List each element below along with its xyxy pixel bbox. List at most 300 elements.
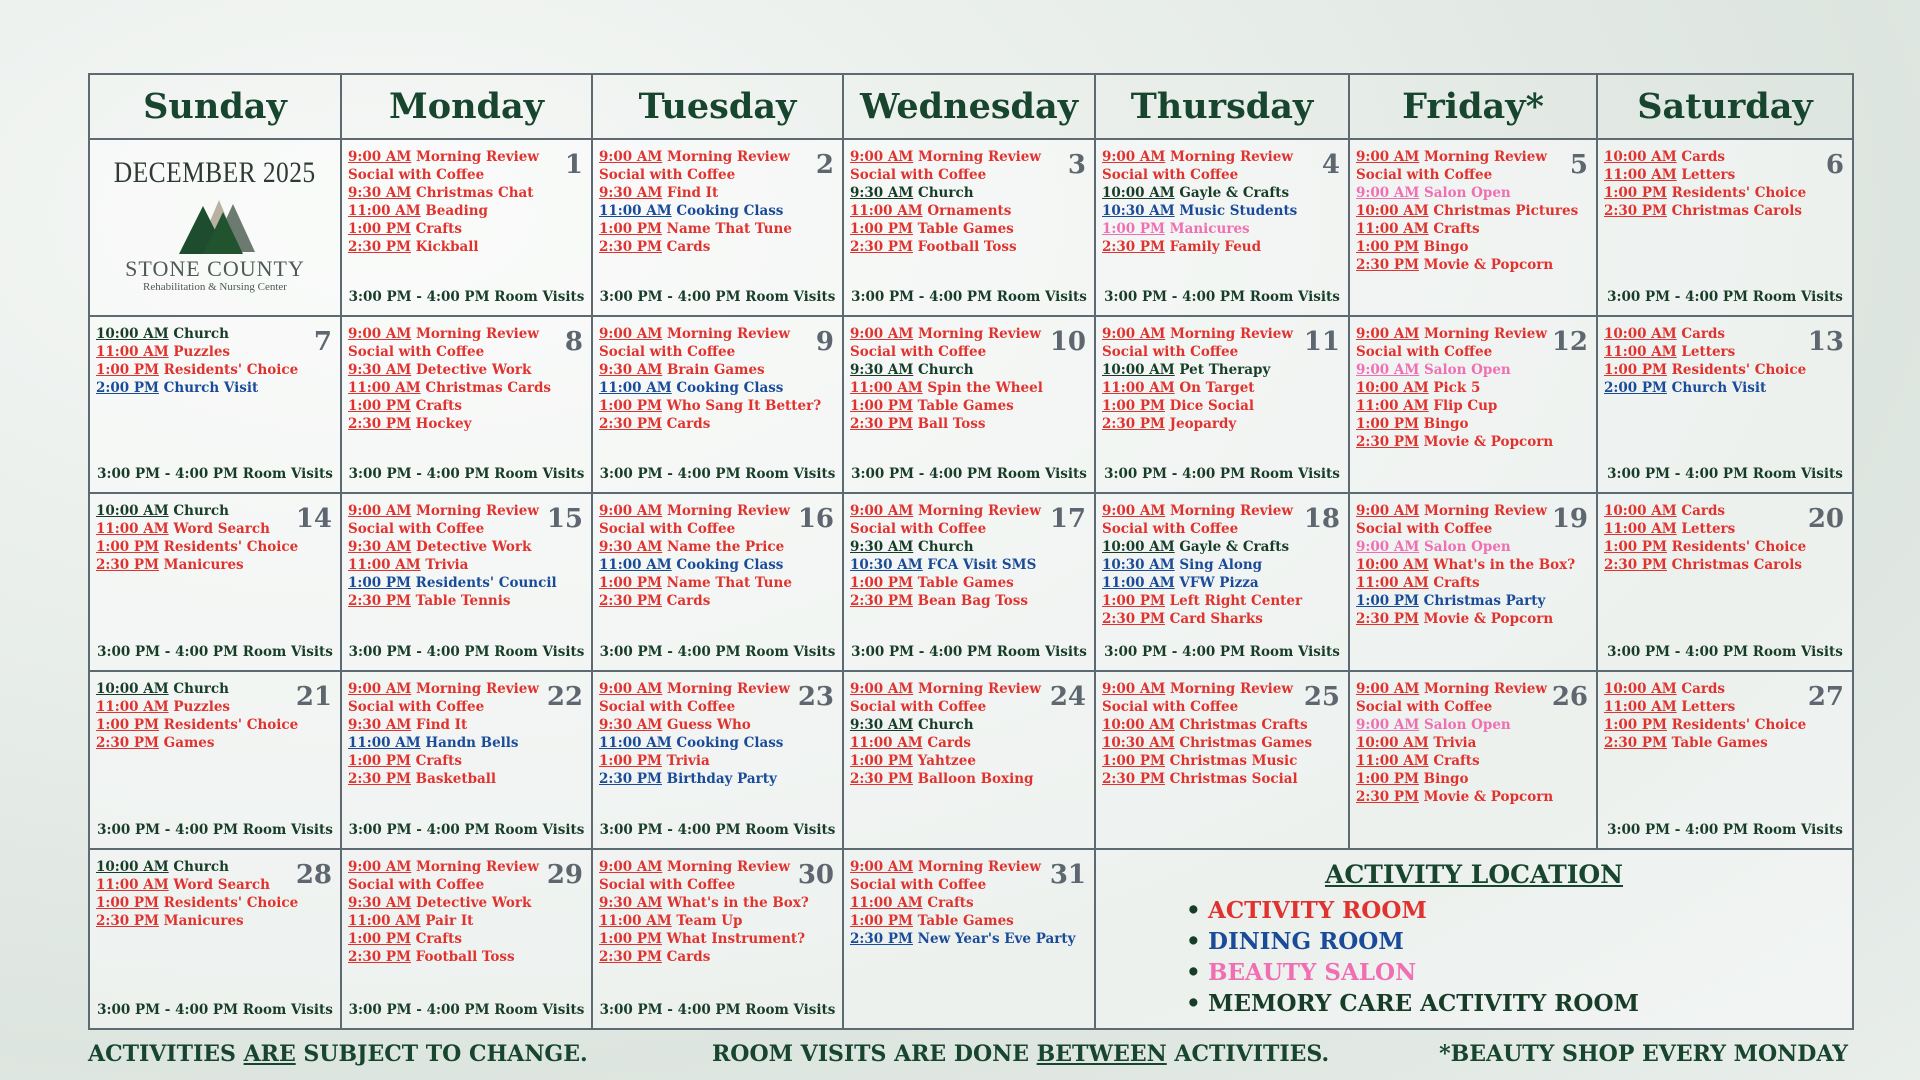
event-list bbox=[1102, 148, 1342, 256]
event-item bbox=[96, 325, 334, 343]
day-cell bbox=[342, 317, 593, 494]
event-item bbox=[348, 770, 585, 788]
event-item bbox=[348, 361, 585, 379]
event-time: 9:30 AM bbox=[348, 895, 412, 911]
event-time: 9:30 AM bbox=[348, 185, 412, 201]
event-time: 11:00 AM bbox=[599, 380, 672, 396]
event-name: Church bbox=[173, 326, 229, 342]
event-time: 10:00 AM bbox=[96, 503, 169, 519]
event-name: Social with Coffee bbox=[599, 344, 736, 360]
day-number: 25 bbox=[1303, 682, 1340, 712]
event-name: Salon Open bbox=[1423, 185, 1511, 201]
event-time: 2:30 PM bbox=[96, 557, 159, 573]
event-time: 9:30 AM bbox=[348, 717, 412, 733]
event-time: 9:00 AM bbox=[850, 149, 914, 165]
event-name: Social with Coffee bbox=[348, 699, 485, 715]
event-item bbox=[348, 912, 585, 930]
event-item bbox=[1102, 166, 1342, 184]
event-item bbox=[348, 238, 585, 256]
event-time: 11:00 AM bbox=[348, 203, 421, 219]
event-time: 9:00 AM bbox=[1102, 149, 1166, 165]
event-name: Morning Review bbox=[415, 503, 539, 519]
event-name: Ball Toss bbox=[917, 416, 986, 432]
event-name: Trivia bbox=[425, 557, 469, 573]
event-time: 10:00 AM bbox=[1102, 717, 1175, 733]
event-name: Salon Open bbox=[1423, 362, 1511, 378]
room-visits: 3:00 PM - 4:00 PM Room Visits bbox=[1104, 644, 1340, 660]
event-name: Table Tennis bbox=[415, 593, 511, 609]
event-time: 9:00 AM bbox=[1356, 503, 1420, 519]
event-list bbox=[348, 325, 585, 433]
event-time: 11:00 AM bbox=[850, 895, 923, 911]
event-time: 9:30 AM bbox=[348, 539, 412, 555]
event-list bbox=[96, 325, 334, 397]
event-item bbox=[1604, 556, 1846, 574]
event-time: 9:30 AM bbox=[599, 895, 663, 911]
event-item bbox=[1102, 361, 1342, 379]
event-time: 10:00 AM bbox=[96, 859, 169, 875]
event-name: Cards bbox=[666, 593, 711, 609]
event-time: 11:00 AM bbox=[96, 877, 169, 893]
room-visits: 3:00 PM - 4:00 PM Room Visits bbox=[1607, 466, 1843, 482]
event-time: 10:00 AM bbox=[1604, 681, 1677, 697]
room-visits: 3:00 PM - 4:00 PM Room Visits bbox=[97, 1002, 333, 1018]
event-name: Bingo bbox=[1423, 416, 1469, 432]
event-time: 11:00 AM bbox=[599, 913, 672, 929]
event-time: 2:30 PM bbox=[348, 593, 411, 609]
event-time: 2:30 PM bbox=[850, 931, 913, 947]
day-header-wednesday: Wednesday bbox=[844, 75, 1096, 140]
event-name: Music Students bbox=[1179, 203, 1298, 219]
day-number: 27 bbox=[1807, 682, 1844, 712]
event-item bbox=[599, 894, 836, 912]
event-name: Church bbox=[917, 717, 974, 733]
event-time: 10:00 AM bbox=[1604, 503, 1677, 519]
event-time: 10:00 AM bbox=[1356, 557, 1429, 573]
event-time: 2:30 PM bbox=[1604, 203, 1667, 219]
event-time: 10:30 AM bbox=[1102, 203, 1175, 219]
event-item bbox=[1604, 148, 1846, 166]
event-time: 10:00 AM bbox=[1102, 185, 1175, 201]
event-name: Gayle & Crafts bbox=[1179, 539, 1290, 555]
event-item bbox=[348, 148, 585, 166]
event-time: 9:00 AM bbox=[1356, 681, 1420, 697]
event-item bbox=[1356, 148, 1590, 166]
event-item bbox=[1102, 148, 1342, 166]
event-name: Residents' Choice bbox=[163, 362, 299, 378]
event-time: 1:00 PM bbox=[1604, 185, 1667, 201]
event-name: Bingo bbox=[1423, 771, 1469, 787]
event-time: 2:30 PM bbox=[1356, 611, 1419, 627]
event-time: 9:00 AM bbox=[348, 681, 412, 697]
event-name: Christmas Cards bbox=[425, 380, 552, 396]
event-item bbox=[1356, 166, 1590, 184]
event-item bbox=[348, 930, 585, 948]
day-number: 19 bbox=[1551, 504, 1588, 534]
event-time: 10:00 AM bbox=[1604, 326, 1677, 342]
event-time: 1:00 PM bbox=[96, 895, 159, 911]
event-time: 2:30 PM bbox=[348, 239, 411, 255]
day-number: 18 bbox=[1303, 504, 1340, 534]
event-item bbox=[1356, 433, 1590, 451]
event-time: 1:00 PM bbox=[1604, 362, 1667, 378]
event-time: 11:00 AM bbox=[1356, 221, 1429, 237]
day-number: 28 bbox=[295, 860, 332, 890]
event-name: FCA Visit SMS bbox=[927, 557, 1037, 573]
event-item bbox=[1356, 734, 1590, 752]
event-item bbox=[348, 184, 585, 202]
room-visits: 3:00 PM - 4:00 PM Room Visits bbox=[599, 822, 836, 838]
day-cell bbox=[844, 140, 1096, 317]
event-time: 2:30 PM bbox=[1604, 735, 1667, 751]
event-time: 9:00 AM bbox=[850, 859, 914, 875]
event-time: 9:00 AM bbox=[348, 503, 412, 519]
event-time: 2:30 PM bbox=[1356, 789, 1419, 805]
day-number: 29 bbox=[546, 860, 583, 890]
day-cell bbox=[342, 672, 593, 850]
event-name: Residents' Choice bbox=[1671, 539, 1807, 555]
day-cell bbox=[593, 140, 844, 317]
calendar-grid bbox=[88, 73, 1854, 1030]
event-name: Find It bbox=[415, 717, 468, 733]
event-time: 9:00 AM bbox=[1356, 539, 1420, 555]
event-time: 10:00 AM bbox=[1102, 539, 1175, 555]
event-time: 2:00 PM bbox=[96, 380, 159, 396]
event-name: Cards bbox=[1681, 149, 1726, 165]
event-time: 1:00 PM bbox=[1102, 593, 1165, 609]
event-item bbox=[1604, 202, 1846, 220]
event-time: 2:30 PM bbox=[599, 239, 662, 255]
event-item bbox=[599, 202, 836, 220]
event-item bbox=[1356, 574, 1590, 592]
event-name: Trivia bbox=[666, 753, 710, 769]
event-time: 2:30 PM bbox=[1356, 257, 1419, 273]
event-name: Spin the Wheel bbox=[927, 380, 1043, 396]
day-number: 16 bbox=[797, 504, 834, 534]
event-time: 2:30 PM bbox=[599, 416, 662, 432]
event-name: Residents' Council bbox=[415, 575, 557, 591]
event-item bbox=[96, 734, 334, 752]
event-name: Movie & Popcorn bbox=[1423, 789, 1554, 805]
event-item bbox=[348, 574, 585, 592]
day-header-tuesday: Tuesday bbox=[593, 75, 844, 140]
activity-location-legend bbox=[1096, 850, 1852, 1028]
event-time: 1:00 PM bbox=[348, 221, 411, 237]
event-time: 1:00 PM bbox=[96, 717, 159, 733]
event-item bbox=[599, 148, 836, 166]
room-visits: 3:00 PM - 4:00 PM Room Visits bbox=[599, 1002, 836, 1018]
event-item bbox=[599, 397, 836, 415]
event-name: Gayle & Crafts bbox=[1179, 185, 1290, 201]
event-time: 2:30 PM bbox=[348, 416, 411, 432]
event-item bbox=[850, 361, 1088, 379]
event-item bbox=[1356, 256, 1590, 274]
event-time: 1:00 PM bbox=[1102, 753, 1165, 769]
event-item bbox=[348, 325, 585, 343]
event-time: 9:30 AM bbox=[599, 362, 663, 378]
event-item bbox=[348, 894, 585, 912]
event-name: Morning Review bbox=[666, 681, 790, 697]
event-name: Flip Cup bbox=[1433, 398, 1498, 414]
day-cell bbox=[342, 140, 593, 317]
legend-title: ACTIVITY LOCATION bbox=[1324, 860, 1624, 889]
event-name: Crafts bbox=[1433, 575, 1480, 591]
event-time: 2:30 PM bbox=[1102, 416, 1165, 432]
event-time: 1:00 PM bbox=[1604, 717, 1667, 733]
event-name: Morning Review bbox=[666, 503, 790, 519]
event-name: Movie & Popcorn bbox=[1423, 434, 1554, 450]
event-item bbox=[348, 538, 585, 556]
event-name: What's in the Box? bbox=[1433, 557, 1576, 573]
event-name: Manicures bbox=[1169, 221, 1250, 237]
event-name: Church Visit bbox=[163, 380, 259, 396]
event-name: Church bbox=[173, 859, 229, 875]
event-name: Morning Review bbox=[1423, 326, 1547, 342]
event-item bbox=[850, 238, 1088, 256]
event-name: Christmas Party bbox=[1423, 593, 1546, 609]
event-name: Letters bbox=[1681, 699, 1736, 715]
day-cell bbox=[90, 850, 342, 1028]
event-name: Cards bbox=[927, 735, 972, 751]
day-cell bbox=[1598, 672, 1852, 850]
logo-cell bbox=[90, 140, 342, 317]
event-name: Morning Review bbox=[415, 326, 539, 342]
event-name: Social with Coffee bbox=[1102, 521, 1239, 537]
event-name: Church Visit bbox=[1671, 380, 1767, 396]
event-item bbox=[850, 220, 1088, 238]
event-name: Residents' Choice bbox=[163, 895, 299, 911]
day-cell bbox=[1598, 317, 1852, 494]
event-name: Crafts bbox=[415, 931, 462, 947]
event-name: Brain Games bbox=[666, 362, 765, 378]
legend-item: • ACTIVITY ROOM bbox=[1186, 895, 1852, 926]
event-item bbox=[599, 734, 836, 752]
event-time: 10:00 AM bbox=[96, 681, 169, 697]
event-item bbox=[96, 379, 334, 397]
event-time: 1:00 PM bbox=[850, 575, 913, 591]
event-name: Crafts bbox=[1433, 753, 1480, 769]
day-cell bbox=[342, 494, 593, 672]
event-time: 9:00 AM bbox=[599, 149, 663, 165]
day-number: 5 bbox=[1569, 150, 1588, 180]
event-time: 2:30 PM bbox=[850, 593, 913, 609]
room-visits: 3:00 PM - 4:00 PM Room Visits bbox=[1104, 466, 1340, 482]
day-number: 4 bbox=[1321, 150, 1340, 180]
event-time: 1:00 PM bbox=[599, 753, 662, 769]
event-time: 9:00 AM bbox=[1356, 717, 1420, 733]
event-name: Manicures bbox=[163, 557, 244, 573]
event-name: Dice Social bbox=[1169, 398, 1254, 414]
event-time: 9:00 AM bbox=[850, 326, 914, 342]
event-item bbox=[1356, 220, 1590, 238]
event-item bbox=[599, 166, 836, 184]
event-time: 1:00 PM bbox=[850, 753, 913, 769]
day-number: 22 bbox=[546, 682, 583, 712]
event-time: 9:00 AM bbox=[348, 326, 412, 342]
event-item bbox=[348, 343, 585, 361]
event-name: Morning Review bbox=[1169, 681, 1293, 697]
event-name: Pick 5 bbox=[1433, 380, 1481, 396]
event-item bbox=[1356, 397, 1590, 415]
event-time: 1:00 PM bbox=[96, 539, 159, 555]
legend-list bbox=[1186, 895, 1852, 1019]
event-name: Find It bbox=[666, 185, 719, 201]
event-time: 2:30 PM bbox=[850, 416, 913, 432]
event-item bbox=[1102, 538, 1342, 556]
event-name: Cards bbox=[666, 949, 711, 965]
event-name: Table Games bbox=[917, 398, 1014, 414]
day-number: 24 bbox=[1049, 682, 1086, 712]
event-time: 1:00 PM bbox=[1356, 416, 1419, 432]
room-visits: 3:00 PM - 4:00 PM Room Visits bbox=[599, 466, 836, 482]
event-name: On Target bbox=[1179, 380, 1255, 396]
event-item bbox=[348, 220, 585, 238]
event-time: 2:30 PM bbox=[850, 239, 913, 255]
day-number: 31 bbox=[1049, 860, 1086, 890]
event-name: Cards bbox=[666, 239, 711, 255]
event-name: Sing Along bbox=[1179, 557, 1263, 573]
event-item bbox=[1356, 610, 1590, 628]
room-visits: 3:00 PM - 4:00 PM Room Visits bbox=[348, 644, 585, 660]
event-name: Handn Bells bbox=[425, 735, 519, 751]
event-item bbox=[348, 415, 585, 433]
day-cell bbox=[844, 317, 1096, 494]
event-item bbox=[599, 930, 836, 948]
event-item bbox=[850, 752, 1088, 770]
day-cell bbox=[1096, 494, 1350, 672]
day-cell bbox=[593, 494, 844, 672]
day-number: 15 bbox=[546, 504, 583, 534]
event-item bbox=[1604, 361, 1846, 379]
event-time: 1:00 PM bbox=[96, 362, 159, 378]
event-time: 2:30 PM bbox=[348, 771, 411, 787]
event-time: 9:00 AM bbox=[599, 681, 663, 697]
event-item bbox=[96, 912, 334, 930]
event-time: 2:00 PM bbox=[1604, 380, 1667, 396]
event-time: 9:00 AM bbox=[348, 859, 412, 875]
event-name: Social with Coffee bbox=[1356, 699, 1493, 715]
event-name: Social with Coffee bbox=[348, 877, 485, 893]
day-number: 20 bbox=[1807, 504, 1844, 534]
event-item bbox=[1102, 610, 1342, 628]
event-name: Social with Coffee bbox=[1356, 167, 1493, 183]
event-item bbox=[599, 948, 836, 966]
day-cell bbox=[1350, 317, 1598, 494]
event-time: 9:00 AM bbox=[1356, 362, 1420, 378]
event-item bbox=[850, 556, 1088, 574]
day-cell bbox=[342, 850, 593, 1028]
event-name: Family Feud bbox=[1169, 239, 1262, 255]
event-name: Morning Review bbox=[1169, 326, 1293, 342]
event-time: 9:30 AM bbox=[599, 185, 663, 201]
event-item bbox=[850, 148, 1088, 166]
event-item bbox=[850, 415, 1088, 433]
event-time: 11:00 AM bbox=[1604, 344, 1677, 360]
day-number: 6 bbox=[1825, 150, 1844, 180]
event-time: 11:00 AM bbox=[599, 735, 672, 751]
event-item bbox=[599, 343, 836, 361]
event-name: Residents' Choice bbox=[163, 539, 299, 555]
event-name: Crafts bbox=[1433, 221, 1480, 237]
event-time: 9:30 AM bbox=[348, 362, 412, 378]
event-item bbox=[850, 166, 1088, 184]
event-name: Morning Review bbox=[1423, 149, 1547, 165]
event-item bbox=[599, 238, 836, 256]
event-item bbox=[599, 716, 836, 734]
day-header-sunday: Sunday bbox=[90, 75, 342, 140]
event-time: 1:00 PM bbox=[850, 221, 913, 237]
event-time: 11:00 AM bbox=[850, 203, 923, 219]
event-name: Christmas Carols bbox=[1671, 203, 1802, 219]
event-name: Morning Review bbox=[1169, 149, 1293, 165]
event-name: Beading bbox=[425, 203, 488, 219]
event-name: Pair It bbox=[425, 913, 474, 929]
room-visits: 3:00 PM - 4:00 PM Room Visits bbox=[1607, 289, 1843, 305]
event-time: 10:00 AM bbox=[96, 326, 169, 342]
legend-item: • DINING ROOM bbox=[1186, 926, 1852, 957]
event-name: Basketball bbox=[415, 771, 497, 787]
day-number: 2 bbox=[815, 150, 834, 180]
event-name: Christmas Chat bbox=[415, 185, 534, 201]
event-name: Bingo bbox=[1423, 239, 1469, 255]
event-time: 11:00 AM bbox=[1604, 167, 1677, 183]
event-name: Detective Work bbox=[415, 539, 532, 555]
event-time: 9:00 AM bbox=[1356, 185, 1420, 201]
room-visits: 3:00 PM - 4:00 PM Room Visits bbox=[851, 289, 1087, 305]
event-name: Card Sharks bbox=[1169, 611, 1263, 627]
event-name: Residents' Choice bbox=[1671, 362, 1807, 378]
day-number: 7 bbox=[313, 327, 332, 357]
event-name: Church bbox=[917, 185, 974, 201]
event-time: 11:00 AM bbox=[348, 913, 421, 929]
event-time: 9:00 AM bbox=[1102, 681, 1166, 697]
event-name: Christmas Social bbox=[1169, 771, 1298, 787]
event-name: Balloon Boxing bbox=[917, 771, 1034, 787]
event-name: Residents' Choice bbox=[1671, 185, 1807, 201]
event-name: Detective Work bbox=[415, 895, 532, 911]
event-time: 9:00 AM bbox=[1102, 503, 1166, 519]
event-item bbox=[1604, 184, 1846, 202]
event-time: 11:00 AM bbox=[1356, 398, 1429, 414]
day-number: 30 bbox=[797, 860, 834, 890]
event-time: 2:30 PM bbox=[1102, 771, 1165, 787]
day-cell bbox=[593, 850, 844, 1028]
event-name: Social with Coffee bbox=[1356, 344, 1493, 360]
event-name: Social with Coffee bbox=[348, 167, 485, 183]
event-name: Puzzles bbox=[173, 699, 231, 715]
event-time: 10:30 AM bbox=[1102, 735, 1175, 751]
event-name: Morning Review bbox=[415, 149, 539, 165]
event-name: Kickball bbox=[415, 239, 479, 255]
event-name: Table Games bbox=[917, 221, 1014, 237]
event-time: 1:00 PM bbox=[850, 913, 913, 929]
event-item bbox=[1604, 716, 1846, 734]
event-item bbox=[1356, 379, 1590, 397]
event-time: 1:00 PM bbox=[348, 398, 411, 414]
event-item bbox=[599, 592, 836, 610]
event-name: Church bbox=[917, 539, 974, 555]
event-name: Table Games bbox=[917, 913, 1014, 929]
event-time: 9:30 AM bbox=[850, 362, 914, 378]
event-item bbox=[599, 556, 836, 574]
day-number: 14 bbox=[295, 504, 332, 534]
event-time: 1:00 PM bbox=[1356, 239, 1419, 255]
day-header-saturday: Saturday bbox=[1598, 75, 1852, 140]
event-time: 11:00 AM bbox=[850, 380, 923, 396]
day-cell bbox=[1350, 672, 1598, 850]
event-item bbox=[599, 912, 836, 930]
event-name: Morning Review bbox=[917, 681, 1041, 697]
